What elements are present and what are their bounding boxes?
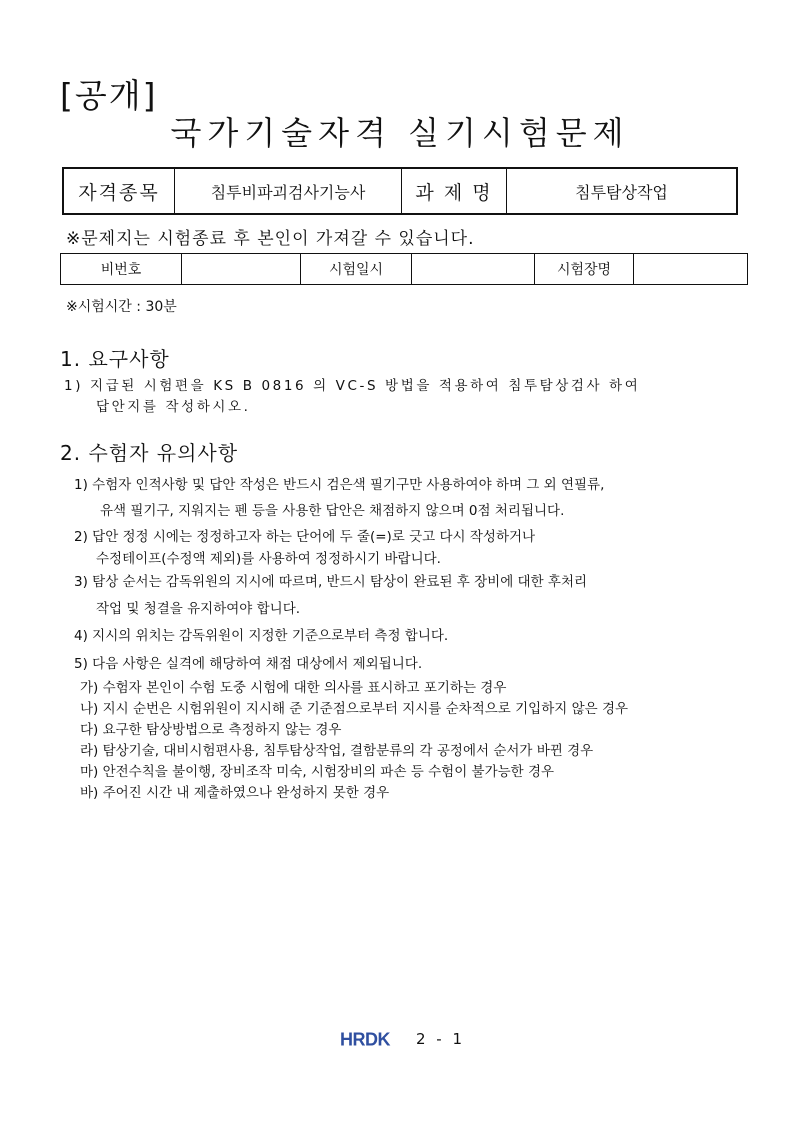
note-line: 4) 지시의 위치는 감독위원이 지정한 기준으로부터 측정 합니다. — [74, 628, 449, 644]
notice-text: ※문제지는 시험종료 후 본인이 가져갈 수 있습니다. — [66, 229, 475, 249]
qualification-label: 자격종목 — [63, 168, 175, 214]
task-value: 침투탐상작업 — [507, 168, 738, 214]
secret-number-value — [182, 254, 301, 285]
disqualification-item: 바) 주어진 시간 내 제출하였으나 완성하지 못한 경우 — [80, 785, 390, 801]
exam-time: ※시험시간 : 30분 — [66, 299, 177, 315]
exam-place-value — [634, 254, 748, 285]
disqualification-item: 나) 지시 순번은 시험위원이 지시해 준 기준점으로부터 지시를 순차적으로 기입하지 않은 경우 — [80, 701, 629, 717]
section-heading-notes: 2. 수험자 유의사항 — [60, 441, 239, 465]
note-line: 작업 및 청결을 유지하여야 합니다. — [96, 601, 301, 617]
disqualification-item: 다) 요구한 탐상방법으로 측정하지 않는 경우 — [80, 722, 342, 738]
disclosure-label: [공개] — [60, 76, 158, 115]
hrdk-logo — [340, 1030, 406, 1048]
exam-date-label: 시험일시 — [301, 254, 412, 285]
requirement-line: 1) 지급된 시험편을 KS B 0816 의 VC-S 방법을 적용하여 침투탐상검사 하여 — [64, 378, 641, 394]
note-line: 2) 답안 정정 시에는 정정하고자 하는 단어에 두 줄(=)로 긋고 다시 작성하거나 — [74, 529, 536, 545]
qualification-table — [62, 167, 738, 215]
note-line: 수정테이프(수정액 제외)를 사용하여 정정하시기 바랍니다. — [96, 551, 441, 567]
disqualification-item: 가) 수험자 본인이 수험 도중 시험에 대한 의사를 표시하고 포기하는 경우 — [80, 680, 507, 696]
secret-number-label: 비번호 — [61, 254, 182, 285]
qualification-value: 침투비파괴검사기능사 — [175, 168, 402, 214]
requirement-item — [64, 376, 754, 418]
disqualification-item: 라) 탐상기술, 대비시험편사용, 침투탐상작업, 결함분류의 각 공정에서 순서가 바뀐 경우 — [80, 743, 594, 759]
exam-info-table — [60, 253, 748, 285]
note-line: 5) 다음 사항은 실격에 해당하여 채점 대상에서 제외됩니다. — [74, 656, 423, 672]
note-line: 유색 필기구, 지워지는 펜 등을 사용한 답안은 채점하지 않으며 0점 처리됩니다. — [100, 503, 565, 519]
disqualification-item: 마) 안전수칙을 불이행, 장비조작 미숙, 시험장비의 파손 등 수험이 불가능한 경우 — [80, 764, 555, 780]
hrdk-logo-text: HRDK — [340, 1030, 390, 1048]
page-number: 2 - 1 — [416, 1030, 466, 1048]
page-footer — [340, 1030, 465, 1048]
page-title: 국가기술자격 실기시험문제 — [170, 114, 630, 152]
note-line: 1) 수험자 인적사항 및 답안 작성은 반드시 검은색 필기구만 사용하여야 하며 그 외 연필류, — [74, 477, 605, 493]
requirement-line: 답안지를 작성하시오. — [96, 399, 251, 415]
task-label: 과 제 명 — [402, 168, 507, 214]
exam-date-value — [412, 254, 535, 285]
exam-place-label: 시험장명 — [535, 254, 634, 285]
note-line: 3) 탐상 순서는 감독위원의 지시에 따르며, 반드시 탐상이 완료된 후 장비에 대한 후처리 — [74, 574, 588, 590]
section-heading-requirements: 1. 요구사항 — [60, 347, 170, 371]
